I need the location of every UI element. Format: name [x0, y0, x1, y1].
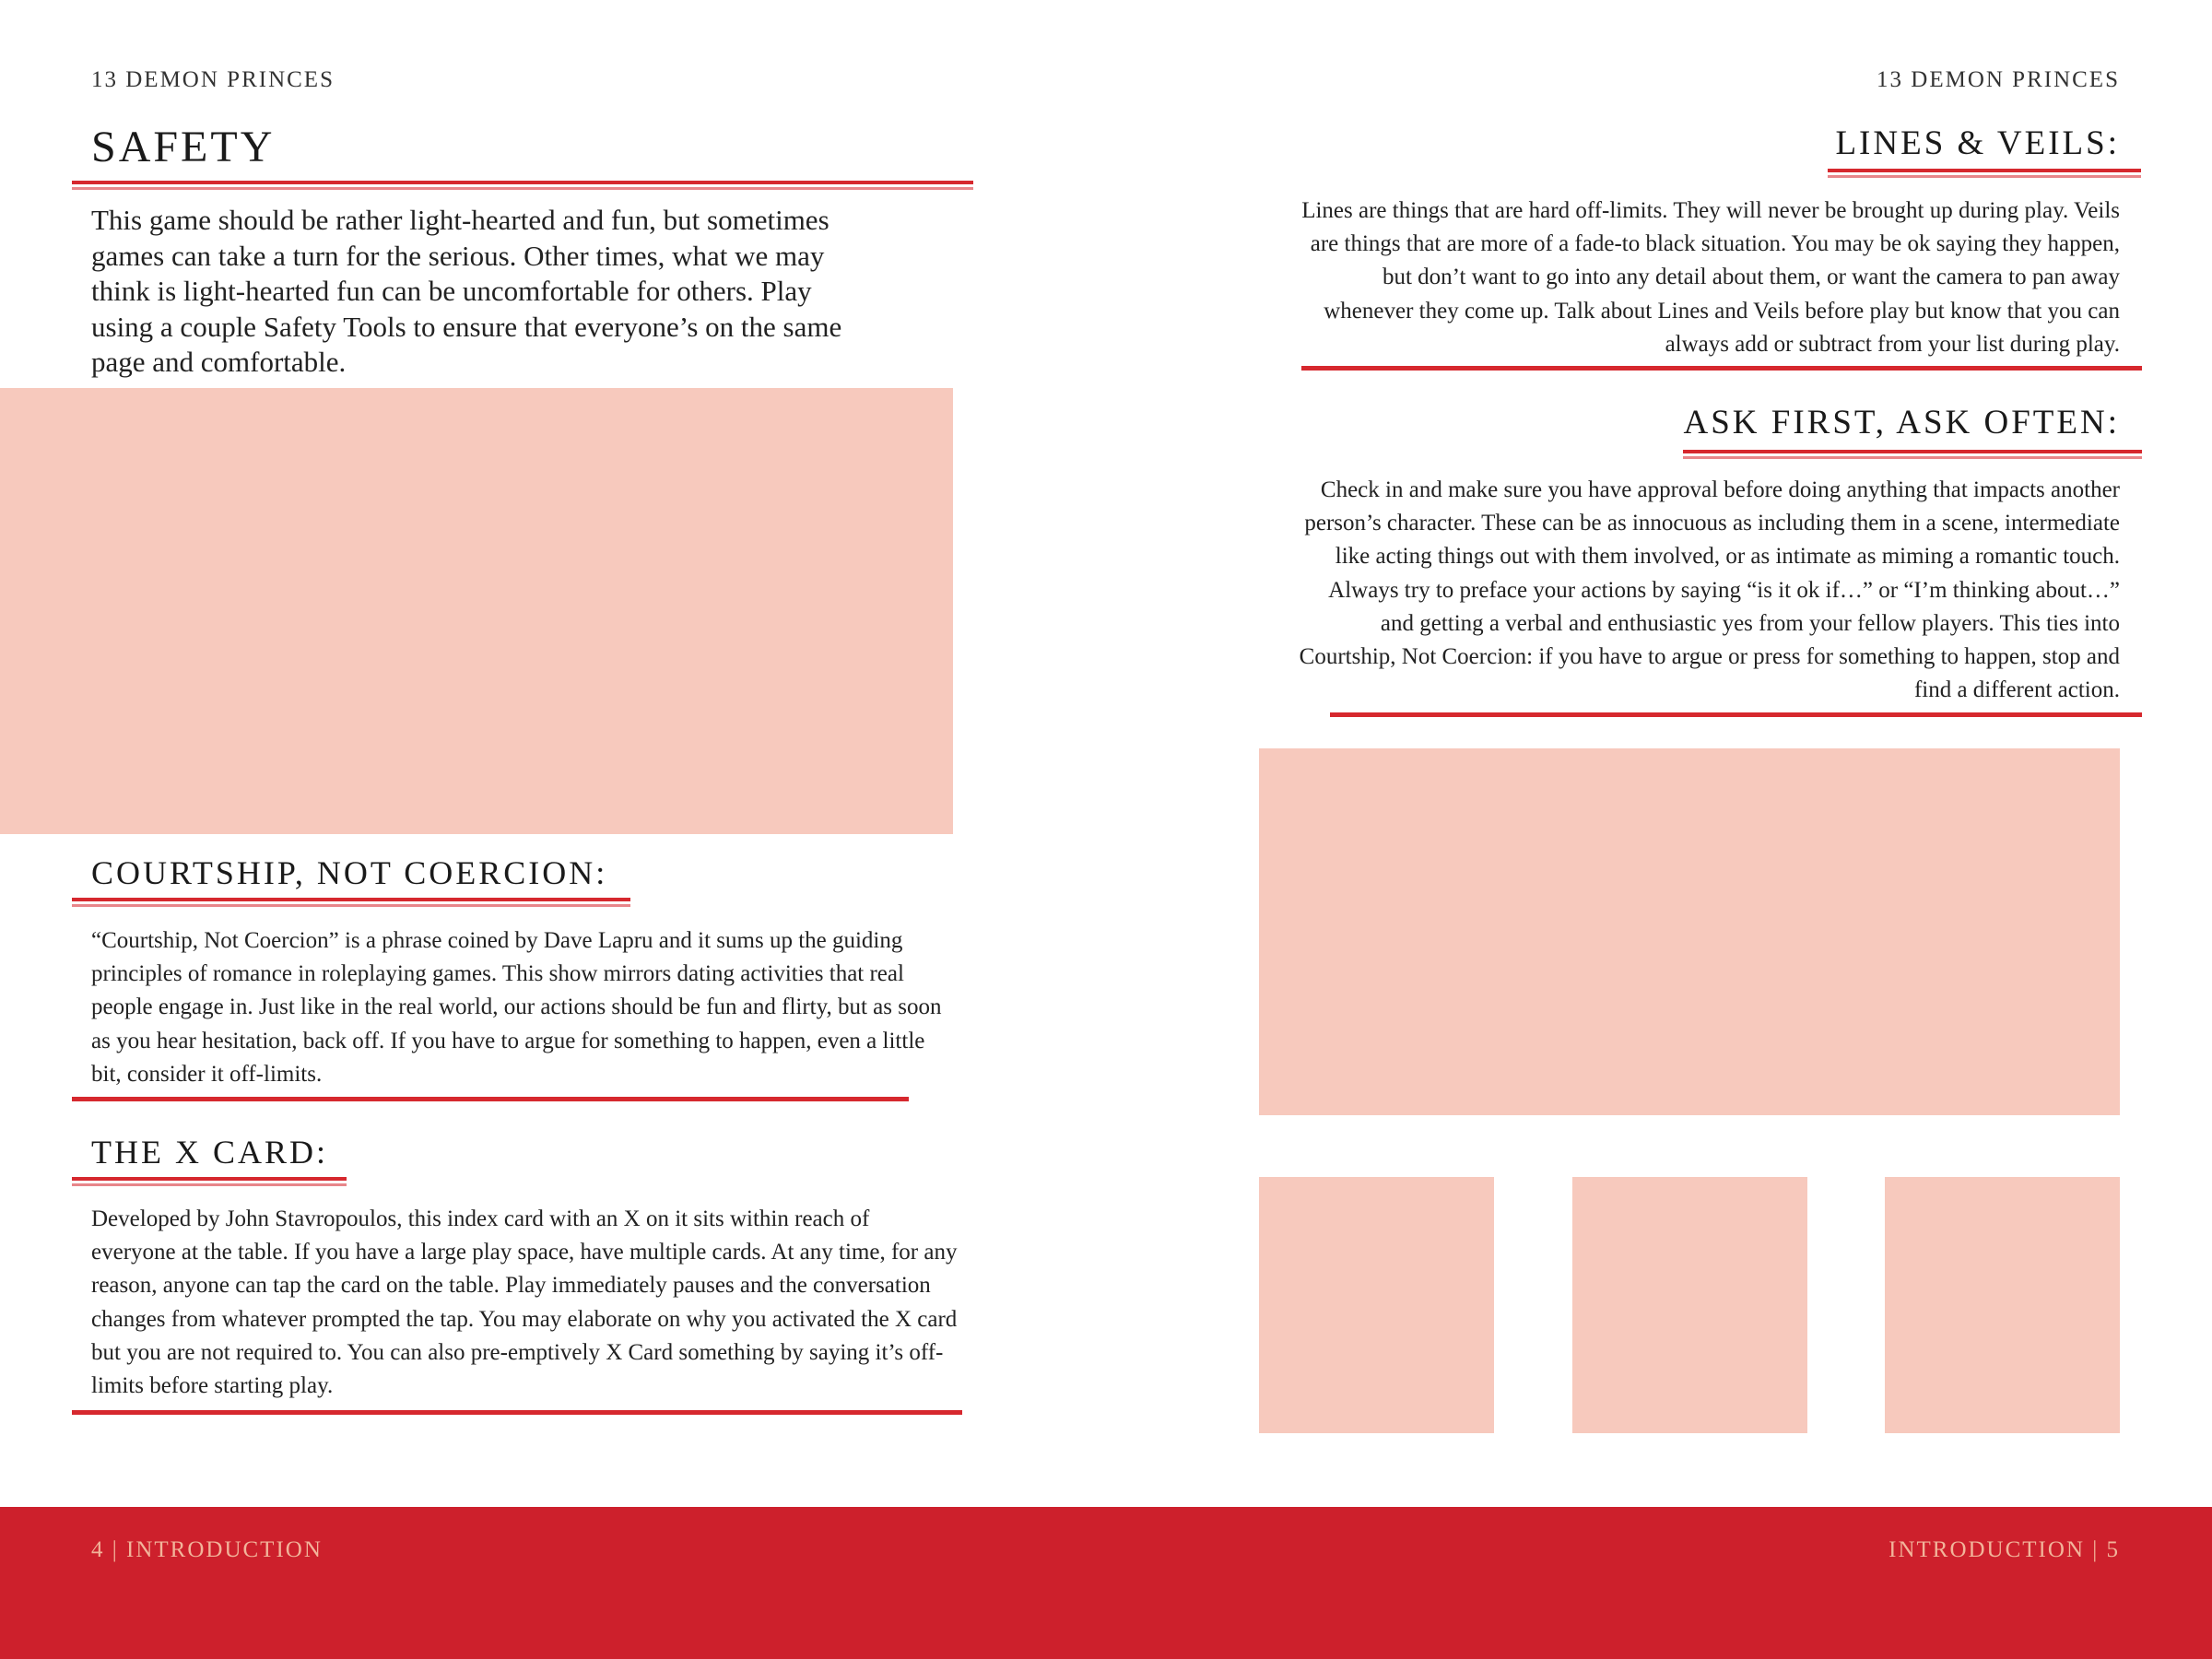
image-placeholder-small-1	[1259, 1177, 1494, 1433]
ask-first-paragraph: Check in and make sure you have approval before doing anything that impacts another person’s character. These can be as innocuous as including them in a scene, intermediate like acting things out with them involved, or as intimate as miming a romantic touch. Always try to preface your actions by saying “is it ok if…” or “I’m thinking about…” and getting a verbal and enthusiastic yes from your fellow players. This ties into Courtship, Not Coercion: if you have to argue or press for something to happen, stop and find a different action.	[1299, 477, 2120, 703]
xcard-heading: THE X CARD:	[91, 1134, 328, 1171]
image-placeholder-left	[0, 388, 953, 834]
footer-right: INTRODUCTION | 5	[1888, 1537, 2120, 1562]
running-head-right: 13 DEMON PRINCES	[1877, 67, 2120, 92]
ask-first-end-rule	[1330, 712, 2142, 717]
lines-veils-heading-rule	[1828, 169, 2141, 172]
footer-band	[0, 1507, 2212, 1659]
image-placeholder-small-3	[1885, 1177, 2120, 1433]
footer-left: 4 | INTRODUCTION	[91, 1537, 323, 1562]
courtship-heading-rule	[72, 898, 630, 901]
courtship-paragraph: “Courtship, Not Coercion” is a phrase coined by Dave Lapru and it sums up the guiding principles of romance in roleplaying games. This show mirrors dating activities that real people engage in. Just like in the real world, our actions should be fun and flirty, but as soon as you hear hesitation, back off. If you have to argue for something to happen, even a little bit, consider it off-limits.	[91, 928, 942, 1087]
ask-first-heading-rule	[1683, 450, 2142, 453]
lines-veils-paragraph: Lines are things that are hard off-limits. They will never be brought up during play. Veils are things that are more of a fade-to black situation. You may be ok saying they happen, but don’t want to go into any detail about them, or want the camera to pan away whenever they come up. Talk about Lines and Veils before play but know that you can always add or subtract from your list during play.	[1301, 198, 2120, 357]
intro-paragraph: This game should be rather light-hearted and fun, but sometimes games can take a turn for the serious. Other times, what we may think is light-hearted fun can be uncomfortable for others. Play using a couple Safety Tools to ensure that everyone’s on the same page and comfortable.	[91, 204, 842, 378]
xcard-paragraph: Developed by John Stavropoulos, this index card with an X on it sits within reach of everyone at the table. If you have a large play space, have multiple cards. At any time, for any reason, anyone can tap the card on the table. Play immediately pauses and the conversation changes from whatever prompted the tap. You may elaborate on why you activated the X card but you are not required to. You can also pre-emptively X Card something by saying it’s off-limits before starting play.	[91, 1206, 958, 1399]
ask-first-heading: ASK FIRST, ASK OFTEN:	[1683, 404, 2120, 441]
lines-veils-end-rule	[1301, 366, 2142, 371]
lines-veils-heading: LINES & VEILS:	[1835, 124, 2120, 162]
title-rule	[72, 181, 973, 184]
image-placeholder-right-large	[1259, 748, 2120, 1115]
page-title: SAFETY	[91, 123, 276, 171]
courtship-end-rule	[72, 1097, 909, 1101]
xcard-end-rule	[72, 1410, 962, 1415]
image-placeholder-small-2	[1572, 1177, 1807, 1433]
running-head-left: 13 DEMON PRINCES	[91, 67, 335, 92]
xcard-heading-rule	[72, 1177, 347, 1181]
courtship-heading: COURTSHIP, NOT COERCION:	[91, 854, 608, 891]
